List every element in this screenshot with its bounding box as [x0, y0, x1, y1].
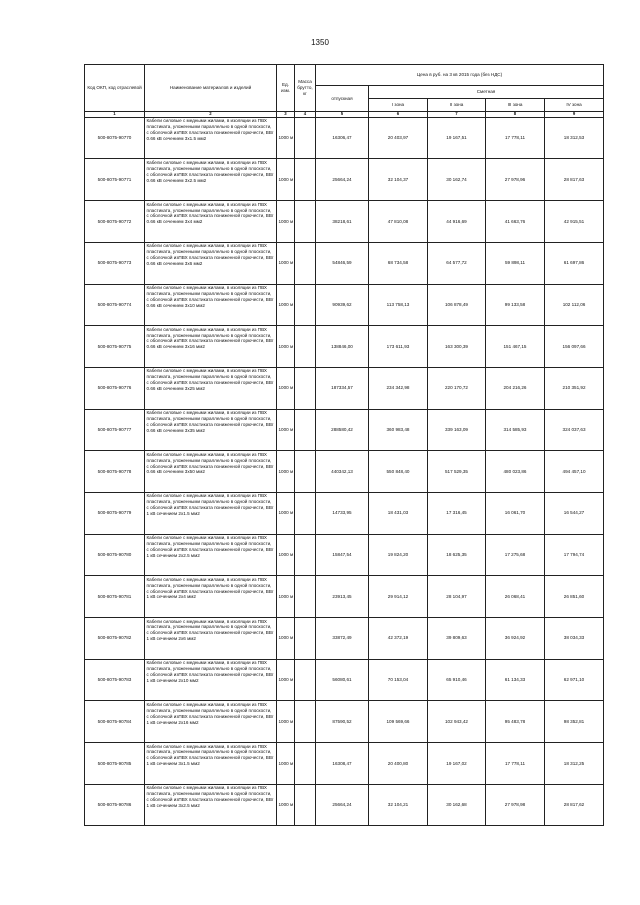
unit-of-measure: 1000 м [277, 576, 295, 618]
table-header [85, 65, 604, 118]
table-row [85, 576, 604, 618]
product-code: 500-8075-90784 [85, 701, 145, 743]
price-table [84, 64, 604, 826]
product-code: 500-8075-90775 [85, 326, 145, 368]
table-row [85, 743, 604, 785]
gross-mass [295, 743, 316, 785]
header-zone-4: IV зона [545, 99, 604, 112]
header-name: Наименование материалов и изделий [145, 65, 277, 112]
product-code: 500-8075-90785 [85, 743, 145, 785]
zone-3-price: 16 061,70 [486, 492, 545, 534]
product-name: Кабели силовые с медными жилами, в изоляции из ПВХ пластиката, уложенными параллельно в одной плоскости, с оболочкой изПВХ пластиката пониженной горючести, ВВг 0.66 кВ сечением 3х16 мм2 [145, 326, 277, 368]
zone-3-price: 151 467,15 [486, 326, 545, 368]
product-code: 500-8075-90786 [85, 784, 145, 826]
gross-mass [295, 409, 316, 451]
zone-4-price: 98 352,81 [545, 701, 604, 743]
release-price: 38218,61 [316, 201, 369, 243]
zone-2-price: 517 529,35 [428, 451, 486, 493]
table-row [85, 159, 604, 201]
zone-1-price: 109 569,66 [369, 701, 428, 743]
product-name: Кабели силовые с медными жилами, в изоляции из ПВХ пластиката, уложенными параллельно в одной плоскости, с оболочкой изПВХ пластиката пониженной горючести, ВВг 0.66 кВ сечением 3х50 мм2 [145, 451, 277, 493]
zone-1-price: 42 372,19 [369, 618, 428, 660]
header-price-group: Цена в руб. на 3 кв 2015 года (без НДС) [316, 65, 604, 86]
product-code: 500-8075-90774 [85, 284, 145, 326]
product-name: Кабели силовые с медными жилами, в изоляции из ПВХ пластиката, уложенными параллельно в одной плоскости, с оболочкой изПВХ пластиката пониженной горючести, ВВг 1 кВ сечением 2х16 мм2 [145, 701, 277, 743]
zone-2-price: 39 809,63 [428, 618, 486, 660]
product-name: Кабели силовые с медными жилами, в изоляции из ПВХ пластиката, уложенными параллельно в одной плоскости, с оболочкой изПВХ пластиката пониженной горючести, ВВг 0.66 кВ сечением 3х4 мм2 [145, 201, 277, 243]
zone-4-price: 26 851,60 [545, 576, 604, 618]
release-price: 87590,52 [316, 701, 369, 743]
zone-2-price: 220 170,72 [428, 367, 486, 409]
page-number: 1350 [311, 38, 329, 47]
zone-3-price: 314 585,93 [486, 409, 545, 451]
unit-of-measure: 1000 м [277, 492, 295, 534]
zone-1-price: 32 104,21 [369, 784, 428, 826]
table-row [85, 201, 604, 243]
zone-2-price: 30 162,74 [428, 159, 486, 201]
unit-of-measure: 1000 м [277, 201, 295, 243]
table-row [85, 117, 604, 159]
table-row [85, 659, 604, 701]
table-row [85, 242, 604, 284]
zone-4-price: 494 457,10 [545, 451, 604, 493]
zone-4-price: 28 817,62 [545, 784, 604, 826]
product-name: Кабели силовые с медными жилами, в изоляции из ПВХ пластиката, уложенными параллельно в одной плоскости, с оболочкой изПВХ пластиката пониженной горючести, ВВг 0.66 кВ сечением 3х1.5 мм2 [145, 117, 277, 159]
header-zone-3: III зона [486, 99, 545, 112]
zone-3-price: 17 275,68 [486, 534, 545, 576]
product-name: Кабели силовые с медными жилами, в изоляции из ПВХ пластиката, уложенными параллельно в одной плоскости, с оболочкой изПВХ пластиката пониженной горючести, ВВг 1 кВ сечением 2х4 мм2 [145, 576, 277, 618]
zone-3-price: 41 663,76 [486, 201, 545, 243]
zone-4-price: 17 794,74 [545, 534, 604, 576]
zone-3-price: 27 978,98 [486, 784, 545, 826]
zone-4-price: 61 697,86 [545, 242, 604, 284]
product-name: Кабели силовые с медными жилами, в изоляции из ПВХ пластиката, уложенными параллельно в одной плоскости, с оболочкой изПВХ пластиката пониженной горючести, ВВг 0.66 кВ сечением 3х6 мм2 [145, 242, 277, 284]
zone-1-price: 47 810,08 [369, 201, 428, 243]
zone-4-price: 18 312,53 [545, 117, 604, 159]
product-name: Кабели силовые с медными жилами, в изоляции из ПВХ пластиката, уложенными параллельно в одной плоскости, с оболочкой изПВХ пластиката пониженной горючести, ВВг 1 кВ сечением 2х2.5 мм2 [145, 534, 277, 576]
zone-2-price: 44 916,69 [428, 201, 486, 243]
zone-3-price: 204 216,26 [486, 367, 545, 409]
zone-1-price: 32 104,37 [369, 159, 428, 201]
product-code: 500-8075-90772 [85, 201, 145, 243]
unit-of-measure: 1000 м [277, 367, 295, 409]
gross-mass [295, 326, 316, 368]
zone-3-price: 26 068,41 [486, 576, 545, 618]
table-row [85, 701, 604, 743]
zone-4-price: 102 112,06 [545, 284, 604, 326]
zone-1-price: 550 848,40 [369, 451, 428, 493]
release-price: 25664,24 [316, 159, 369, 201]
zone-3-price: 17 778,11 [486, 117, 545, 159]
product-code: 500-8075-90779 [85, 492, 145, 534]
header-zone-1: I зона [369, 99, 428, 112]
zone-4-price: 324 037,63 [545, 409, 604, 451]
unit-of-measure: 1000 м [277, 534, 295, 576]
unit-of-measure: 1000 м [277, 242, 295, 284]
product-name: Кабели силовые с медными жилами, в изоляции из ПВХ пластиката, уложенными параллельно в одной плоскости, с оболочкой изПВХ пластиката пониженной горючести, ВВг 1 кВ сечением 3х2.5 мм2 [145, 784, 277, 826]
product-name: Кабели силовые с медными жилами, в изоляции из ПВХ пластиката, уложенными параллельно в одной плоскости, с оболочкой изПВХ пластиката пониженной горючести, ВВг 1 кВ сечением 2х6 мм2 [145, 618, 277, 660]
zone-2-price: 28 104,97 [428, 576, 486, 618]
table-row [85, 409, 604, 451]
zone-4-price: 38 034,33 [545, 618, 604, 660]
gross-mass [295, 242, 316, 284]
unit-of-measure: 1000 м [277, 284, 295, 326]
gross-mass [295, 284, 316, 326]
zone-2-price: 18 625,35 [428, 534, 486, 576]
zone-1-price: 360 983,48 [369, 409, 428, 451]
unit-of-measure: 1000 м [277, 701, 295, 743]
zone-1-price: 20 400,80 [369, 743, 428, 785]
column-number: 9 [545, 112, 604, 118]
zone-4-price: 210 351,92 [545, 367, 604, 409]
zone-4-price: 16 544,27 [545, 492, 604, 534]
unit-of-measure: 1000 м [277, 117, 295, 159]
release-price: 14733,95 [316, 492, 369, 534]
unit-of-measure: 1000 м [277, 659, 295, 701]
product-code: 500-8075-90782 [85, 618, 145, 660]
zone-1-price: 234 342,98 [369, 367, 428, 409]
unit-of-measure: 1000 м [277, 743, 295, 785]
release-price: 54846,59 [316, 242, 369, 284]
unit-of-measure: 1000 м [277, 784, 295, 826]
gross-mass [295, 534, 316, 576]
zone-2-price: 339 163,09 [428, 409, 486, 451]
zone-1-price: 173 611,93 [369, 326, 428, 368]
release-price: 138846,00 [316, 326, 369, 368]
zone-4-price: 28 817,63 [545, 159, 604, 201]
product-name: Кабели силовые с медными жилами, в изоляции из ПВХ пластиката, уложенными параллельно в одной плоскости, с оболочкой изПВХ пластиката пониженной горючести, ВВг 1 кВ сечением 2х10 мм2 [145, 659, 277, 701]
product-code: 500-8075-90781 [85, 576, 145, 618]
zone-3-price: 59 898,11 [486, 242, 545, 284]
product-code: 500-8075-90783 [85, 659, 145, 701]
zone-2-price: 163 300,39 [428, 326, 486, 368]
release-price: 33872,49 [316, 618, 369, 660]
product-name: Кабели силовые с медными жилами, в изоляции из ПВХ пластиката, уложенными параллельно в одной плоскости, с оболочкой изПВХ пластиката пониженной горючести, ВВг 1 кВ сечением 3х1.5 мм2 [145, 743, 277, 785]
product-code: 500-8075-90770 [85, 117, 145, 159]
zone-4-price: 62 971,10 [545, 659, 604, 701]
gross-mass [295, 659, 316, 701]
release-price: 90939,62 [316, 284, 369, 326]
zone-1-price: 29 914,12 [369, 576, 428, 618]
gross-mass [295, 367, 316, 409]
table-row [85, 618, 604, 660]
zone-3-price: 99 133,58 [486, 284, 545, 326]
unit-of-measure: 1000 м [277, 159, 295, 201]
release-price: 16308,47 [316, 743, 369, 785]
table-body [85, 117, 604, 826]
product-name: Кабели силовые с медными жилами, в изоляции из ПВХ пластиката, уложенными параллельно в одной плоскости, с оболочкой изПВХ пластиката пониженной горючести, ВВг 1 кВ сечением 2х1.5 мм2 [145, 492, 277, 534]
gross-mass [295, 451, 316, 493]
release-price: 15847,54 [316, 534, 369, 576]
column-number: 5 [316, 112, 369, 118]
zone-3-price: 61 134,33 [486, 659, 545, 701]
column-number: 2 [145, 112, 277, 118]
header-release-price: отпускная [316, 86, 369, 112]
header-mass: Масса брутто, кг [295, 65, 316, 112]
release-price: 16306,47 [316, 117, 369, 159]
column-number: 7 [428, 112, 486, 118]
product-code: 500-8075-90771 [85, 159, 145, 201]
zone-1-price: 70 153,04 [369, 659, 428, 701]
zone-4-price: 18 312,25 [545, 743, 604, 785]
column-number: 6 [369, 112, 428, 118]
zone-1-price: 19 824,20 [369, 534, 428, 576]
release-price: 440342,13 [316, 451, 369, 493]
product-code: 500-8075-90777 [85, 409, 145, 451]
release-price: 288580,42 [316, 409, 369, 451]
zone-1-price: 18 431,03 [369, 492, 428, 534]
product-code: 500-8075-90778 [85, 451, 145, 493]
zone-2-price: 19 167,02 [428, 743, 486, 785]
column-number: 3 [277, 112, 295, 118]
product-name: Кабели силовые с медными жилами, в изоляции из ПВХ пластиката, уложенными параллельно в одной плоскости, с оболочкой изПВХ пластиката пониженной горючести, ВВг 0.66 кВ сечением 3х25 мм2 [145, 367, 277, 409]
product-code: 500-8075-90780 [85, 534, 145, 576]
gross-mass [295, 159, 316, 201]
product-code: 500-8075-90773 [85, 242, 145, 284]
gross-mass [295, 701, 316, 743]
unit-of-measure: 1000 м [277, 618, 295, 660]
table-row [85, 492, 604, 534]
gross-mass [295, 201, 316, 243]
table-row [85, 534, 604, 576]
zone-3-price: 17 778,11 [486, 743, 545, 785]
header-zone-2: II зона [428, 99, 486, 112]
zone-2-price: 106 878,49 [428, 284, 486, 326]
gross-mass [295, 618, 316, 660]
column-number: 1 [85, 112, 145, 118]
zone-4-price: 42 915,51 [545, 201, 604, 243]
zone-2-price: 17 316,45 [428, 492, 486, 534]
zone-3-price: 36 924,92 [486, 618, 545, 660]
zone-1-price: 113 758,13 [369, 284, 428, 326]
release-price: 23913,45 [316, 576, 369, 618]
release-price: 25664,24 [316, 784, 369, 826]
table-row [85, 326, 604, 368]
table-row [85, 784, 604, 826]
zone-1-price: 68 734,58 [369, 242, 428, 284]
table-row [85, 284, 604, 326]
gross-mass [295, 492, 316, 534]
zone-2-price: 30 162,68 [428, 784, 486, 826]
zone-2-price: 65 910,46 [428, 659, 486, 701]
zone-2-price: 64 577,72 [428, 242, 486, 284]
zone-2-price: 19 167,51 [428, 117, 486, 159]
unit-of-measure: 1000 м [277, 409, 295, 451]
table-row [85, 451, 604, 493]
zone-2-price: 102 943,42 [428, 701, 486, 743]
unit-of-measure: 1000 м [277, 451, 295, 493]
product-name: Кабели силовые с медными жилами, в изоляции из ПВХ пластиката, уложенными параллельно в одной плоскости, с оболочкой изПВХ пластиката пониженной горючести, ВВг 0.66 кВ сечением 3х35 мм2 [145, 409, 277, 451]
zone-3-price: 27 978,96 [486, 159, 545, 201]
header-estimate: Сметная [369, 86, 604, 99]
product-name: Кабели силовые с медными жилами, в изоляции из ПВХ пластиката, уложенными параллельно в одной плоскости, с оболочкой изПВХ пластиката пониженной горючести, ВВг 0.66 кВ сечением 3х2.5 мм2 [145, 159, 277, 201]
gross-mass [295, 784, 316, 826]
header-unit: Ед. изм. [277, 65, 295, 112]
column-number: 4 [295, 112, 316, 118]
gross-mass [295, 576, 316, 618]
release-price: 56080,61 [316, 659, 369, 701]
zone-4-price: 156 097,66 [545, 326, 604, 368]
unit-of-measure: 1000 м [277, 326, 295, 368]
zone-3-price: 480 023,86 [486, 451, 545, 493]
product-name: Кабели силовые с медными жилами, в изоляции из ПВХ пластиката, уложенными параллельно в одной плоскости, с оболочкой изПВХ пластиката пониженной горючести, ВВг 0.66 кВ сечением 3х10 мм2 [145, 284, 277, 326]
release-price: 187334,57 [316, 367, 369, 409]
zone-3-price: 95 483,78 [486, 701, 545, 743]
gross-mass [295, 117, 316, 159]
table-row [85, 367, 604, 409]
zone-1-price: 20 403,97 [369, 117, 428, 159]
column-number: 8 [486, 112, 545, 118]
product-code: 500-8075-90776 [85, 367, 145, 409]
header-code: Код ОКП, код отраслевой [85, 65, 145, 112]
